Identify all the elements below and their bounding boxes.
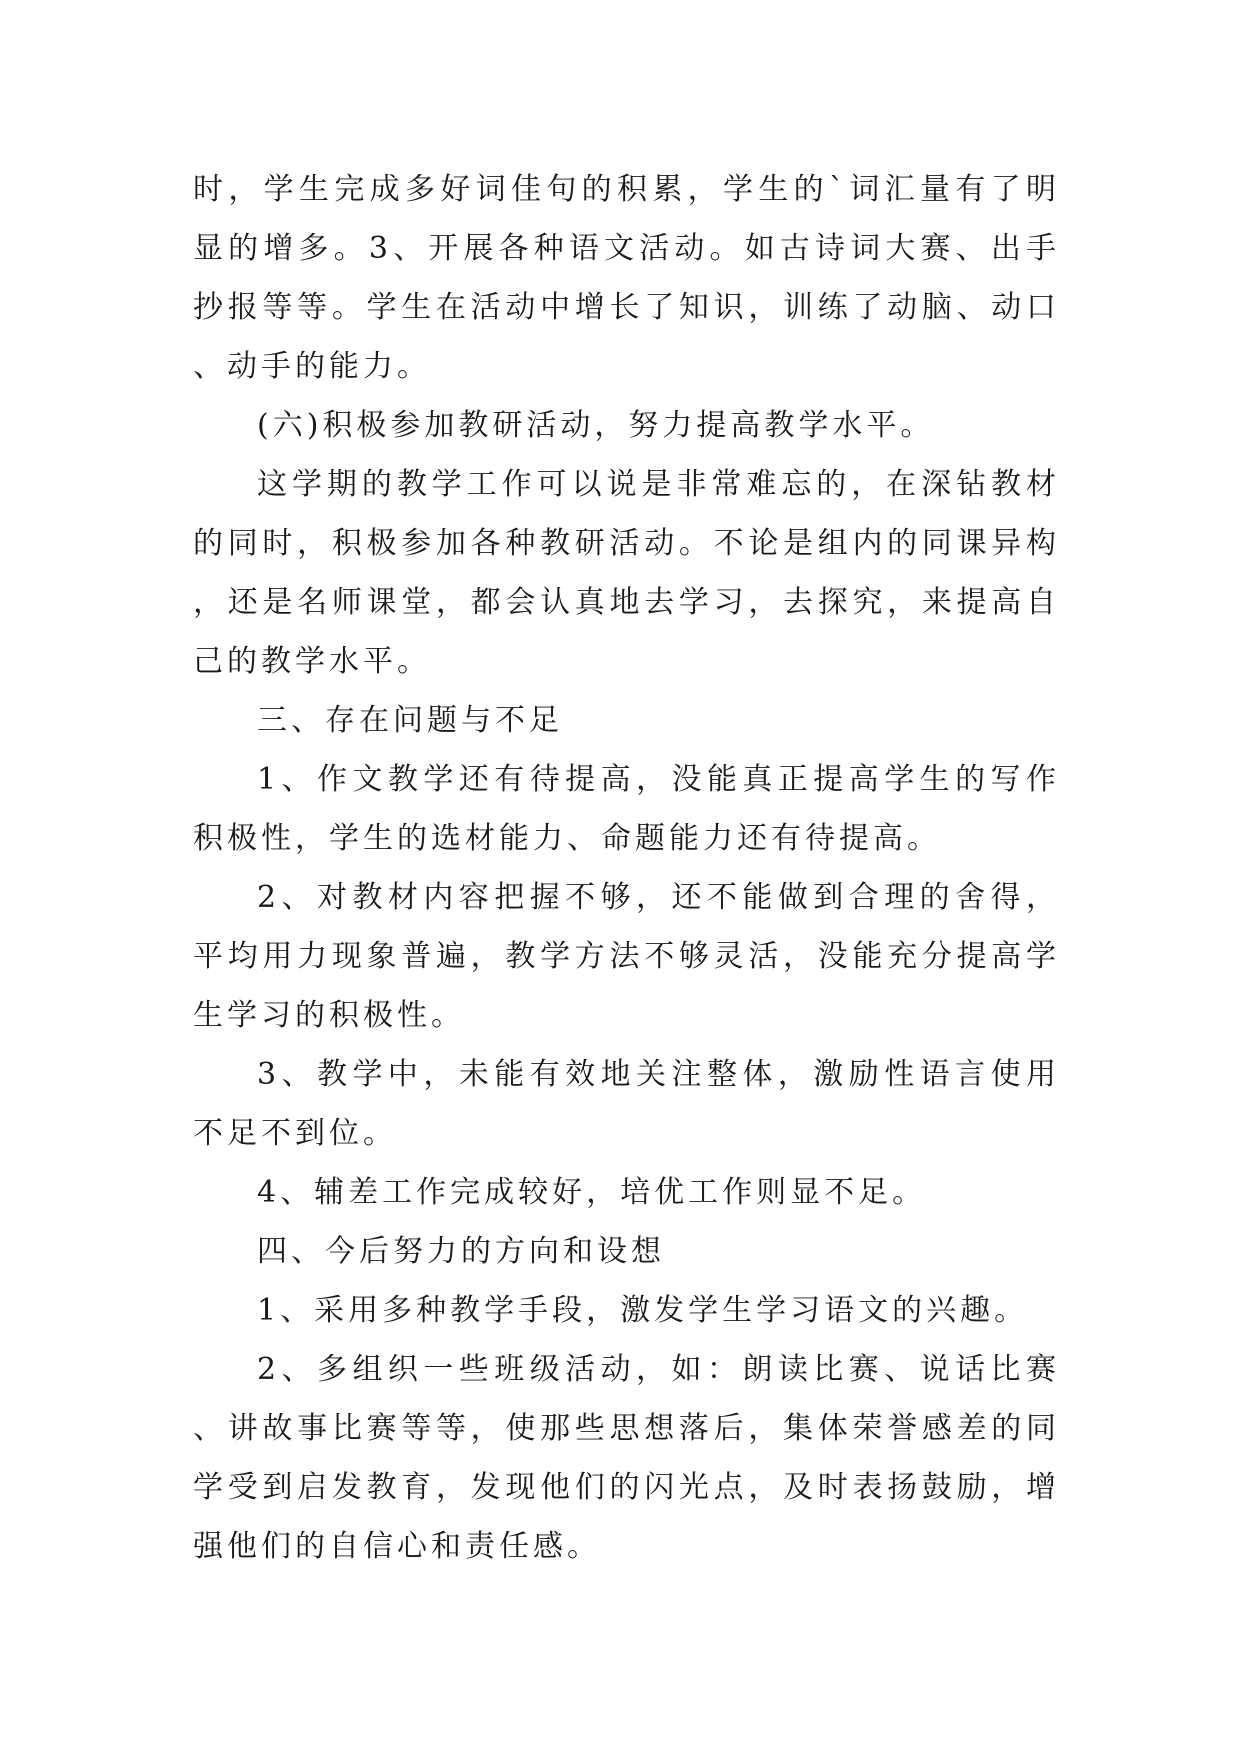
paragraph-section-six-heading: (六)积极参加教研活动，努力提高教学水平。 <box>257 408 935 443</box>
paragraph-section-four-heading: 四、今后努力的方向和设想 <box>257 1234 665 1269</box>
document-body <box>193 160 1060 1576</box>
paragraph-plan-two: 2、多组织一些班级活动，如：朗读比赛、说话比赛、讲故事比赛等等，使那些思想落后，集体荣誉感差的同学受到启发教育，发现他们的闪光点，及时表扬鼓励，增强他们的自信心和责任感。 <box>193 1352 1060 1564</box>
paragraph-teaching-research: 这学期的教学工作可以说是非常难忘的，在深钻教材的同时，积极参加各种教研活动。不论是组内的同课异构，还是名师课堂，都会认真地去学习，去探究，来提高自己的教学水平。 <box>193 467 1060 679</box>
paragraph-problem-three: 3、教学中，未能有效地关注整体，激励性语言使用不足不到位。 <box>193 1057 1060 1151</box>
paragraph-continued-activities: 时，学生完成多好词佳句的积累，学生的`词汇量有了明显的增多。3、开展各种语文活动。如古诗词大赛、出手抄报等等。学生在活动中增长了知识，训练了动脑、动口、动手的能力。 <box>193 172 1060 384</box>
paragraph-section-three-heading: 三、存在问题与不足 <box>257 703 563 738</box>
paragraph-plan-one: 1、采用多种教学手段，激发学生学习语文的兴趣。 <box>257 1293 1029 1328</box>
paragraph-problem-two: 2、对教材内容把握不够，还不能做到合理的舍得，平均用力现象普遍，教学方法不够灵活，没能充分提高学生学习的积极性。 <box>193 880 1060 1033</box>
paragraph-problem-one: 1、作文教学还有待提高，没能真正提高学生的写作积极性，学生的选材能力、命题能力还有待提高。 <box>193 762 1060 856</box>
paragraph-problem-four: 4、辅差工作完成较好，培优工作则显不足。 <box>257 1175 927 1210</box>
